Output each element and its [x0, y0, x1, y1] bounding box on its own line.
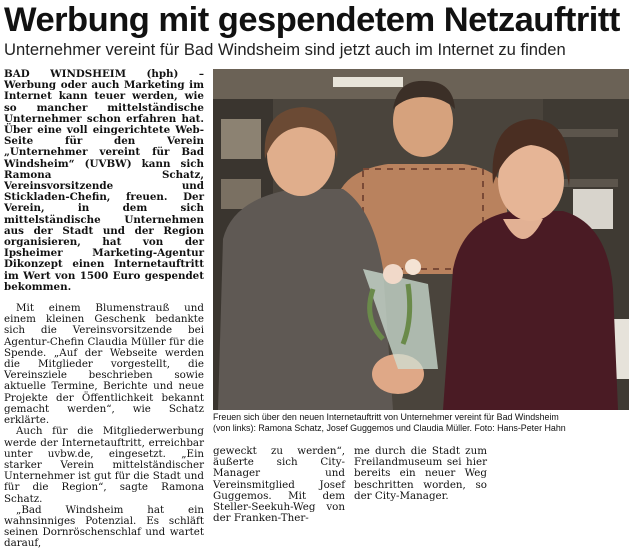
article-lead — [4, 69, 204, 293]
photo-illustration — [213, 69, 629, 410]
dateline: BAD WINDSHEIM (hph) – — [4, 68, 204, 80]
article-column-3 — [354, 445, 487, 502]
caption-line-2: (von links): Ramona Schatz, Josef Guggemos und Claudia Müller. Foto: Hans-Peter Hahn — [213, 423, 566, 433]
photo-caption — [213, 412, 629, 434]
maroon-top — [443, 211, 618, 410]
article-subheadline: Unternehmer vereint für Bad Windsheim sind jetzt auch im Internet zu finden — [4, 40, 566, 59]
shelf-board — [558, 179, 618, 187]
body-paragraph-3: „Bad Windsheim hat ein wahnsinniges Potenzial. Es schläft seinen Dornröschenschlaf und wartet darauf, — [4, 503, 204, 550]
lead-text: Werbung oder auch Marketing im Internet kann teuer werden, wie so mancher mittelständische Unternehmer schon erfahren hat. Über eine voll eingerichtete Web-Seite für den Verein „Unternehmer vereint für Bad Windsheim“ (UVBW) kann sich Ramona Schatz, Vereinsvorsitzende und Stickladen-Chefin, freuen. Der Verein, in dem sich mittelständische Unternehmen aus der Stadt und der Region organisieren, hat von der Ipsheimer Marketing-Agentur Dikonzept einen Internetauftritt im Wert von 1500 Euro gespendet bekommen. — [4, 79, 204, 293]
column-2-text: geweckt zu werden“, äußerte sich City-Manager und Vereinsmitglied Josef Guggemos. Mit dem Steller-Seekuh-Weg von der Franken-Ther- — [213, 445, 345, 525]
flower — [383, 264, 403, 284]
shelf-box — [221, 119, 261, 159]
caption-line-1: Freuen sich über den neuen Internetauftritt von Unternehmer vereint für Bad Windsheim — [213, 412, 559, 422]
gray-cardigan — [218, 189, 393, 410]
article-column-1 — [4, 68, 204, 550]
article-column-2 — [213, 445, 345, 525]
body-paragraph-2: Auch für die Mitgliederwerbung werde der Internetauftritt, erreichbar unter uvbw.de, eingesetzt. „Ein starker Verein mittelständischer Unternehmer ist gut für die Stadt und für die Region“, sagte Ramona Schatz. — [4, 425, 204, 505]
flower — [405, 259, 421, 275]
body-paragraph-1: Mit einem Blumenstrauß und einem kleinen Geschenk bedankte sich die Vereinsvorsitzende bei Agentur-Chefin Claudia Müller für die Spende. „Auf der Webseite werden die Mitglieder vorgestellt, die Vereinsziele beschrieben sowie aktuelle Termine, Berichte und neue Projekte der Öffentlichkeit bekannt gemacht werden“, wie Schatz erklärte. — [4, 302, 204, 427]
ceiling-light — [333, 77, 403, 87]
article-headline: Werbung mit gespendetem Netzauftritt — [4, 1, 620, 39]
column-3-text: me durch die Stadt zum Freilandmuseum sei hier bereits ein neuer Weg beschritten worden, so der City-Manager. — [354, 445, 487, 502]
shelf-board — [558, 129, 618, 137]
article-photo — [213, 69, 629, 410]
